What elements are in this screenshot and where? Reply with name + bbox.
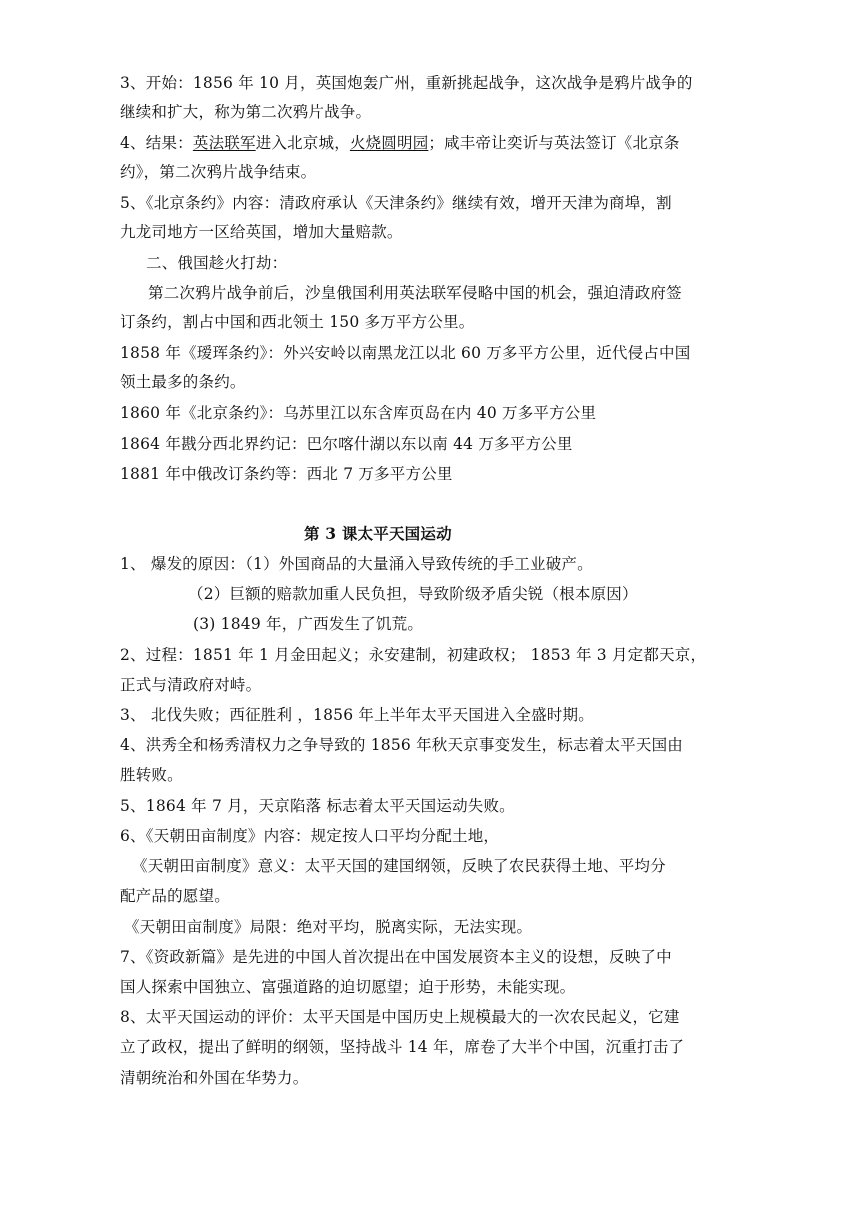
tianjing-fall: 5、1864 年 7 月，天京陷落 标志着太平天国运动失败。 <box>120 797 515 815</box>
paragraph-5-line-1: 5、《北京条约》内容：清政府承认《天津条约》继续有效，增开天津为商埠，割 <box>120 194 672 212</box>
process-line-2: 正式与清政府对峙。 <box>120 676 262 694</box>
paragraph-4-prefix: 4、结果： <box>120 134 193 152</box>
underlined-burning-summer-palace: 火烧圆明园 <box>349 134 429 152</box>
paragraph-5-line-2: 九龙司地方一区给英国，增加大量赔款。 <box>120 223 403 241</box>
tianjing-incident-line-1: 4、洪秀全和杨秀清权力之争导致的 1856 年秋天京事变发生，标志着太平天国由 <box>120 736 683 754</box>
new-treatise-line-2: 国人探索中国独立、富强道路的迫切愿望；迫于形势，未能实现。 <box>120 978 576 996</box>
paragraph-3-line-2: 继续和扩大，称为第二次鸦片战争。 <box>120 103 372 121</box>
evaluation-line-3: 清朝统治和外国在华势力。 <box>120 1069 309 1087</box>
russia-intro-line-1: 第二次鸦片战争前后，沙皇俄国利用英法联军侵略中国的机会，强迫清政府签 <box>148 284 682 302</box>
russia-intro-line-2: 订条约，割占中国和西北领土 150 多万平方公里。 <box>120 313 475 331</box>
land-system-significance-line-2: 配产品的愿望。 <box>120 887 230 905</box>
paragraph-4-middle: 进入北京城， <box>255 134 350 152</box>
evaluation-line-2: 立了政权，提出了鲜明的纲领，坚持战斗 14 年，席卷了大半个中国，沉重打击了 <box>120 1038 685 1056</box>
land-system-limitation: 《天朝田亩制度》局限：绝对平均，脱离实际，无法实现。 <box>124 918 533 936</box>
treaty-1858-line-1: 1858 年《瑷珲条约》：外兴安岭以南黑龙江以北 60 万多平方公里，近代侵占中国 <box>120 344 691 362</box>
cause-2: （2）巨额的赔款加重人民负担，导致阶级矛盾尖锐（根本原因） <box>188 585 638 603</box>
paragraph-3-line-1: 3、开始：1856 年 10 月，英国炮轰广州，重新挑起战争，这次战争是鸦片战争的 <box>120 74 693 92</box>
tianjing-incident-line-2: 胜转败。 <box>120 766 183 784</box>
expedition-results: 3、 北伐失败；西征胜利 ，1856 年上半年太平天国进入全盛时期。 <box>120 706 594 724</box>
process-line-1: 2、过程：1851 年 1 月金田起义；永安建制，初建政权； 1853 年 3 月定都天京， <box>120 646 707 664</box>
cause-1: 1、 爆发的原因：（1）外国商品的大量涌入导致传统的手工业破产。 <box>120 555 593 573</box>
treaty-1860: 1860 年《北京条约》：乌苏里江以东含库页岛在内 40 万多平方公里 <box>120 404 597 422</box>
treaty-1864: 1864 年戡分西北界约记：巴尔喀什湖以东以南 44 万多平方公里 <box>120 435 573 453</box>
paragraph-4-line-2: 约》，第二次鸦片战争结束。 <box>120 163 317 181</box>
land-system-content: 6、《天朝田亩制度》内容：规定按人口平均分配土地， <box>120 827 500 845</box>
lesson-3-title: 第 3 课太平天国运动 <box>304 524 452 543</box>
cause-3: (3) 1849 年，广西发生了饥荒。 <box>193 615 424 633</box>
paragraph-4-rest: ；咸丰帝让奕䜣与英法签订《北京条 <box>428 134 680 152</box>
new-treatise-line-1: 7、《资政新篇》是先进的中国人首次提出在中国发展资本主义的设想，反映了中 <box>120 948 672 966</box>
treaty-1881: 1881 年中俄改订条约等：西北 7 万多平方公里 <box>120 465 453 483</box>
treaty-1858-line-2: 领土最多的条约。 <box>120 373 246 391</box>
paragraph-4-line-1 <box>120 133 680 153</box>
section-heading-russia: 二、俄国趁火打劫： <box>146 254 288 272</box>
land-system-significance-line-1: 《天朝田亩制度》意义：太平天国的建国纲领，反映了农民获得土地、平均分 <box>132 857 666 875</box>
evaluation-line-1: 8、太平天国运动的评价：太平天国是中国历史上规模最大的一次农民起义，它建 <box>120 1008 680 1026</box>
underlined-anglo-french-army: 英法联军 <box>192 134 256 152</box>
